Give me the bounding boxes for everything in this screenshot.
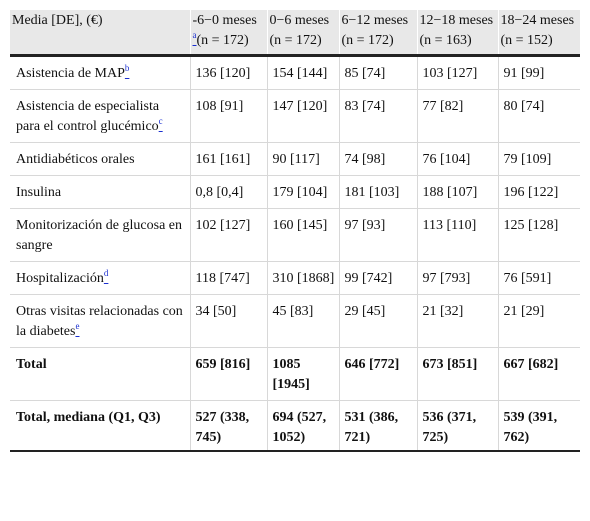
cell: 103 [127] (417, 56, 498, 90)
cell: 1085 [1945] (267, 348, 339, 401)
table-row (10, 56, 580, 90)
cell: 694 (527, 1052) (267, 401, 339, 452)
cell: 659 [816] (190, 348, 267, 401)
cell: 188 [107] (417, 176, 498, 209)
cell: 667 [682] (498, 348, 580, 401)
header-period-pre (190, 10, 267, 56)
cell: 673 [851] (417, 348, 498, 401)
header-period-pre-n: (n = 172) (196, 33, 249, 48)
row-label: Total, mediana (Q1, Q3) (10, 401, 190, 452)
cell: 91 [99] (498, 56, 580, 90)
cell: 45 [83] (267, 295, 339, 348)
cell: 85 [74] (339, 56, 417, 90)
row-label: Total (10, 348, 190, 401)
cell: 536 (371, 725) (417, 401, 498, 452)
cell: 125 [128] (498, 209, 580, 262)
cell: 108 [91] (190, 90, 267, 143)
cell: 531 (386, 721) (339, 401, 417, 452)
total-median-row (10, 401, 580, 452)
cell: 113 [110] (417, 209, 498, 262)
footnote-link-e[interactable]: e (75, 321, 80, 331)
cell: 97 [93] (339, 209, 417, 262)
row-label: Asistencia de especialista para el control glucémico$^c$ (10, 90, 190, 143)
row-label: Monitorización de glucosa en sangre (10, 209, 190, 262)
cell: 539 (391, 762) (498, 401, 580, 452)
table-row (10, 209, 580, 262)
row-label: Otras visitas relacionadas con la diabetes$^e$ (10, 295, 190, 348)
table-row (10, 90, 580, 143)
row-label: Asistencia de MAP$^b$ (10, 56, 190, 90)
cell: 77 [82] (417, 90, 498, 143)
header-period-pre-label: -6−0 meses (192, 13, 257, 28)
header-period-12-18: 12−18 meses (n = 163) (417, 10, 498, 56)
cell: 76 [104] (417, 143, 498, 176)
table-header-row (10, 10, 580, 56)
row-label: Hospitalización$^d$ (10, 262, 190, 295)
cell: 147 [120] (267, 90, 339, 143)
header-period-0-6: 0−6 meses (n = 172) (267, 10, 339, 56)
cell: 179 [104] (267, 176, 339, 209)
cell: 79 [109] (498, 143, 580, 176)
table-row (10, 295, 580, 348)
row-label: Antidiabéticos orales (10, 143, 190, 176)
cell: 80 [74] (498, 90, 580, 143)
cell: 118 [747] (190, 262, 267, 295)
table-row (10, 143, 580, 176)
cell: 90 [117] (267, 143, 339, 176)
header-measure: Media [DE], (€) (10, 10, 190, 56)
table-row (10, 262, 580, 295)
cell: 34 [50] (190, 295, 267, 348)
footnote-link-a[interactable]: a (192, 30, 197, 40)
cell: 160 [145] (267, 209, 339, 262)
cell: 136 [120] (190, 56, 267, 90)
cell: 0,8 [0,4] (190, 176, 267, 209)
footnote-link-c[interactable]: c (158, 116, 163, 126)
total-row (10, 348, 580, 401)
cell: 21 [29] (498, 295, 580, 348)
table-row (10, 176, 580, 209)
header-period-18-24: 18−24 meses (n = 152) (498, 10, 580, 56)
cell: 527 (338, 745) (190, 401, 267, 452)
cell: 76 [591] (498, 262, 580, 295)
cost-table (10, 10, 580, 452)
cell: 154 [144] (267, 56, 339, 90)
cell: 74 [98] (339, 143, 417, 176)
cell: 646 [772] (339, 348, 417, 401)
cell: 310 [1868] (267, 262, 339, 295)
cell: 83 [74] (339, 90, 417, 143)
cell: 99 [742] (339, 262, 417, 295)
row-label: Insulina (10, 176, 190, 209)
footnote-link-d[interactable]: d (103, 268, 109, 278)
cell: 29 [45] (339, 295, 417, 348)
cell: 102 [127] (190, 209, 267, 262)
cell: 97 [793] (417, 262, 498, 295)
cell: 196 [122] (498, 176, 580, 209)
header-period-6-12: 6−12 meses (n = 172) (339, 10, 417, 56)
cell: 181 [103] (339, 176, 417, 209)
footnote-link-b[interactable]: b (124, 63, 130, 73)
cell: 161 [161] (190, 143, 267, 176)
cell: 21 [32] (417, 295, 498, 348)
